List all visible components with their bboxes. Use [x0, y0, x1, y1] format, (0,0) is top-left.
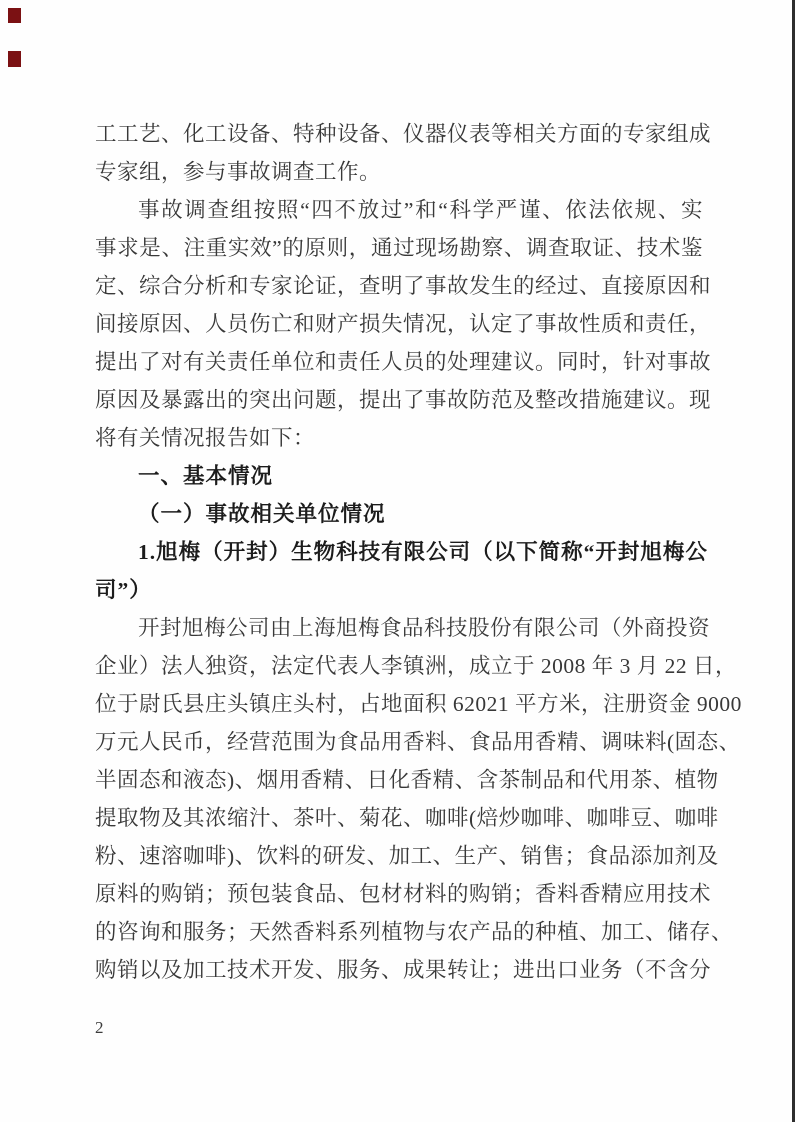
text-line: 专家组，参与事故调查工作。	[95, 160, 382, 184]
text-line: 提出了对有关责任单位和责任人员的处理建议。同时，针对事故	[95, 350, 712, 374]
text-line: 一、基本情况	[138, 464, 274, 488]
text-line: 购销以及加工技术开发、服务、成果转让；进出口业务（不含分	[95, 958, 712, 982]
text-line: 半固态和液态)、烟用香精、日化香精、含茶制品和代用茶、植物	[95, 768, 719, 792]
text-line: 粉、速溶咖啡)、饮料的研发、加工、生产、销售；食品添加剂及	[95, 844, 719, 868]
text-line: 将有关情况报告如下：	[95, 426, 316, 450]
text-line: 位于尉氏县庄头镇庄头村，占地面积 62021 平方米，注册资金 9000	[95, 692, 742, 716]
document-body	[95, 115, 742, 989]
red-stamp-mark-bottom	[8, 51, 21, 67]
text-line: 万元人民币，经营范围为食品用香料、食品用香精、调味料(固态、	[95, 730, 741, 754]
text-line: 企业）法人独资，法定代表人李镇洲，成立于 2008 年 3 月 22 日，	[95, 654, 738, 678]
text-line: 原料的购销；预包装食品、包材材料的购销；香料香精应用技术	[95, 882, 712, 906]
text-line: 开封旭梅公司由上海旭梅食品科技股份有限公司（外商投资	[138, 616, 711, 640]
text-line: 原因及暴露出的突出问题，提出了事故防范及整改措施建议。现	[95, 388, 712, 412]
red-stamp-mark-top	[8, 8, 21, 23]
text-line: 间接原因、人员伤亡和财产损失情况，认定了事故性质和责任，	[95, 312, 712, 336]
text-line: 事故调查组按照“四不放过”和“科学严谨、依法依规、实	[138, 198, 703, 222]
page-number: 2	[95, 1018, 104, 1037]
text-line: （一）事故相关单位情况	[138, 502, 386, 526]
scan-edge-line	[792, 0, 795, 1122]
text-line: 事求是、注重实效”的原则，通过现场勘察、调查取证、技术鉴	[95, 236, 703, 260]
text-line: 的咨询和服务；天然香料系列植物与农产品的种植、加工、储存、	[95, 920, 734, 944]
text-line: 工工艺、化工设备、特种设备、仪器仪表等相关方面的专家组成	[95, 122, 712, 146]
text-line: 司”）	[95, 578, 152, 602]
text-line: 定、综合分析和专家论证，查明了事故发生的经过、直接原因和	[95, 274, 712, 298]
text-line: 1.旭梅（开封）生物科技有限公司（以下简称“开封旭梅公	[138, 540, 708, 564]
text-line: 提取物及其浓缩汁、茶叶、菊花、咖啡(焙炒咖啡、咖啡豆、咖啡	[95, 806, 719, 830]
